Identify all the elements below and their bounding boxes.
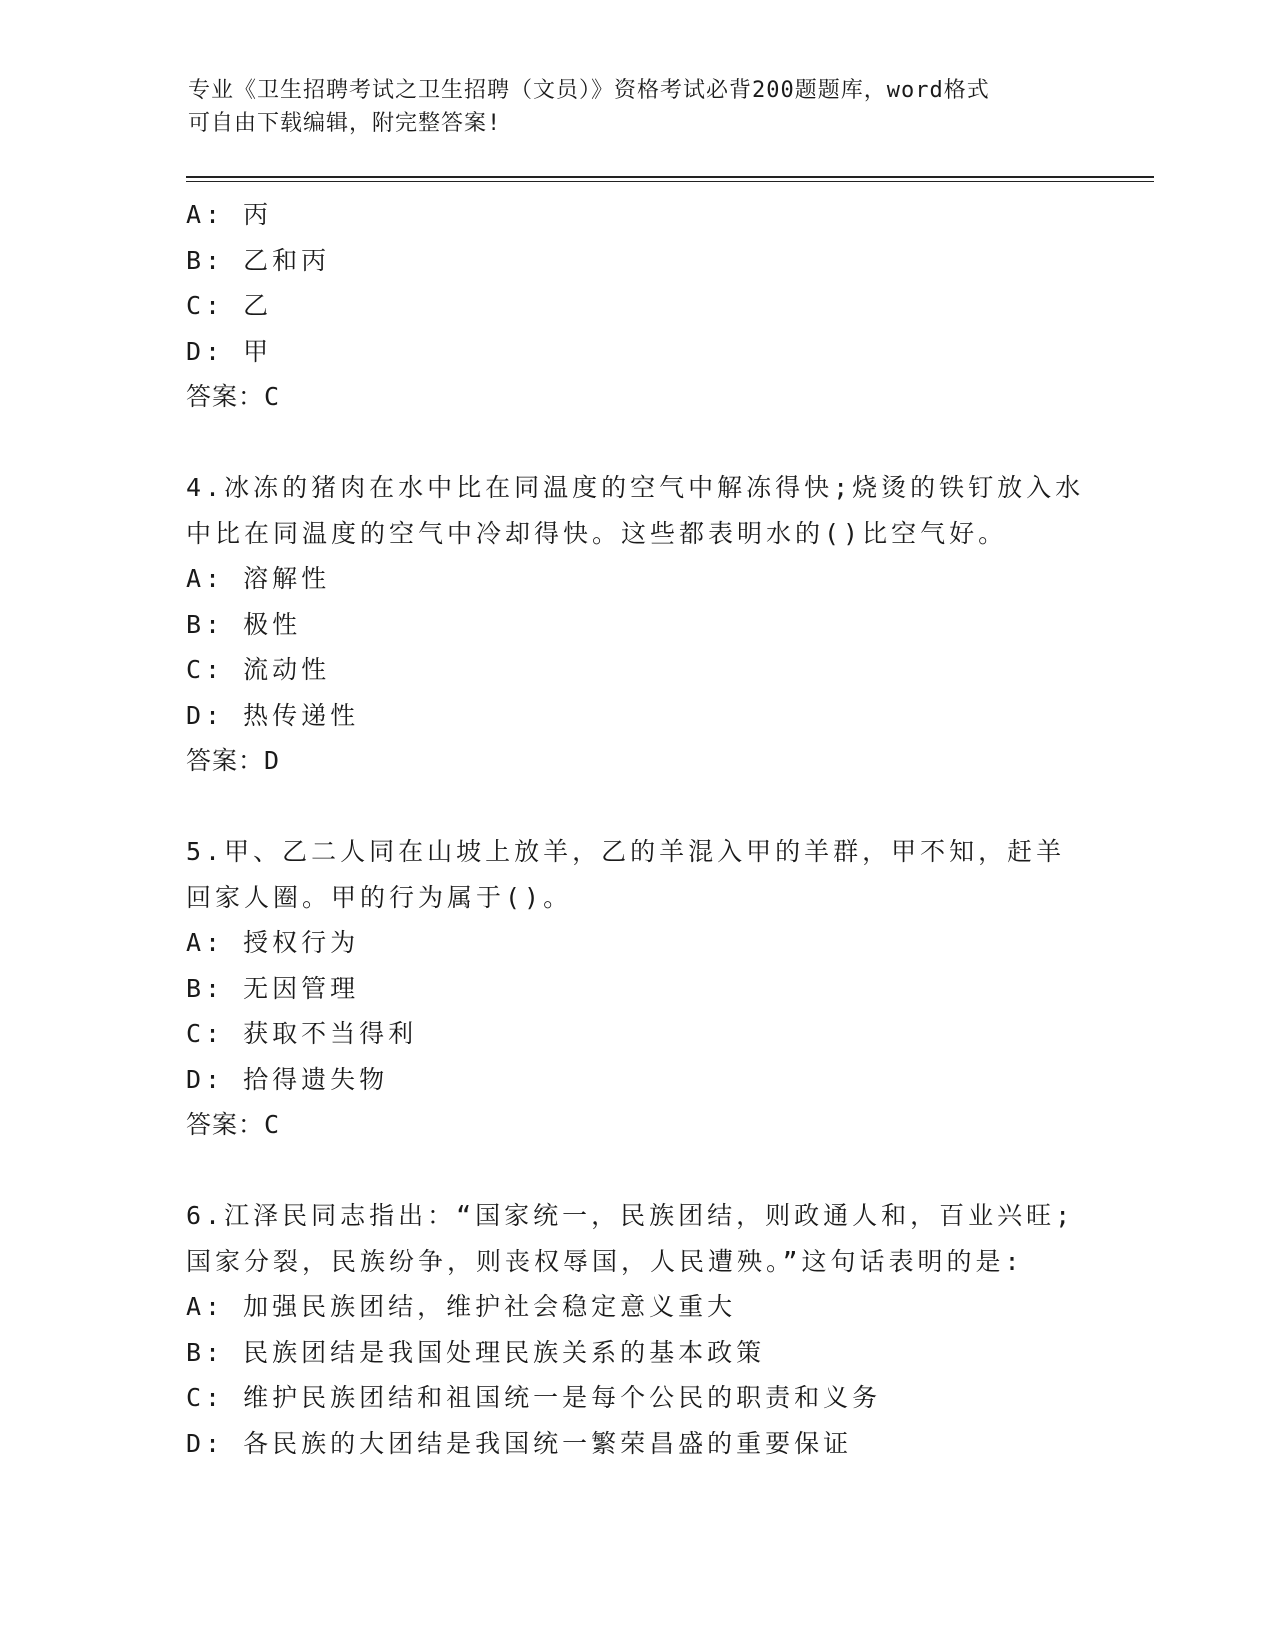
question-stem-line1: 4.冰冻的猪肉在水中比在同温度的空气中解冻得快;烧烫的铁钉放入水 xyxy=(186,473,1085,502)
question-stem-line2: 回家人圈。甲的行为属于()。 xyxy=(186,882,573,912)
answer: 答案：D xyxy=(186,746,281,775)
question-list xyxy=(186,192,1086,1466)
question-stem-line1: 5.甲、乙二人同在山坡上放羊，乙的羊混入甲的羊群，甲不知，赶羊 xyxy=(186,837,1066,866)
question-stem-line1: 6.江泽民同志指出：“国家统一，民族团结，则政通人和，百业兴旺; xyxy=(186,1201,1075,1230)
option-d: D: 热传递性 xyxy=(186,700,360,730)
spacer xyxy=(186,784,1086,830)
spacer xyxy=(186,1148,1086,1194)
option-b: B: 民族团结是我国处理民族关系的基本政策 xyxy=(186,1337,766,1367)
option-d: D: 拾得遗失物 xyxy=(186,1064,389,1094)
option-d: D: 各民族的大团结是我国统一繁荣昌盛的重要保证 xyxy=(186,1428,853,1458)
document-header xyxy=(188,74,1088,140)
answer: 答案：C xyxy=(186,1110,281,1139)
option-b: B: 极性 xyxy=(186,609,302,639)
option-a: A: 丙 xyxy=(186,200,273,229)
question-stem-line2: 中比在同温度的空气中冷却得快。这些都表明水的()比空气好。 xyxy=(186,518,1008,548)
header-title-line2: 可自由下载编辑，附完整答案! xyxy=(188,111,502,136)
option-c: C: 获取不当得利 xyxy=(186,1019,418,1048)
option-a: A: 加强民族团结，维护社会稳定意义重大 xyxy=(186,1292,737,1321)
option-c: C: 乙 xyxy=(186,291,273,320)
option-b: B: 乙和丙 xyxy=(186,245,331,275)
option-c: C: 维护民族团结和祖国统一是每个公民的职责和义务 xyxy=(186,1383,882,1412)
option-a: A: 授权行为 xyxy=(186,928,360,957)
option-d: D: 甲 xyxy=(186,336,273,366)
option-b: B: 无因管理 xyxy=(186,973,360,1003)
header-title-line1: 专业《卫生招聘考试之卫生招聘（文员）》资格考试必背200题题库，word格式 xyxy=(188,78,990,103)
header-divider-thick xyxy=(186,176,1154,178)
header-divider-thin xyxy=(186,181,1154,182)
answer: 答案：C xyxy=(186,382,281,411)
spacer xyxy=(186,420,1086,466)
question-5 xyxy=(186,829,1086,1148)
question-3 xyxy=(186,192,1086,420)
option-a: A: 溶解性 xyxy=(186,564,331,593)
question-4 xyxy=(186,465,1086,784)
question-6 xyxy=(186,1193,1086,1466)
option-c: C: 流动性 xyxy=(186,655,331,684)
question-stem-line2: 国家分裂，民族纷争，则丧权辱国，人民遭殃。”这句话表明的是: xyxy=(186,1246,1024,1276)
